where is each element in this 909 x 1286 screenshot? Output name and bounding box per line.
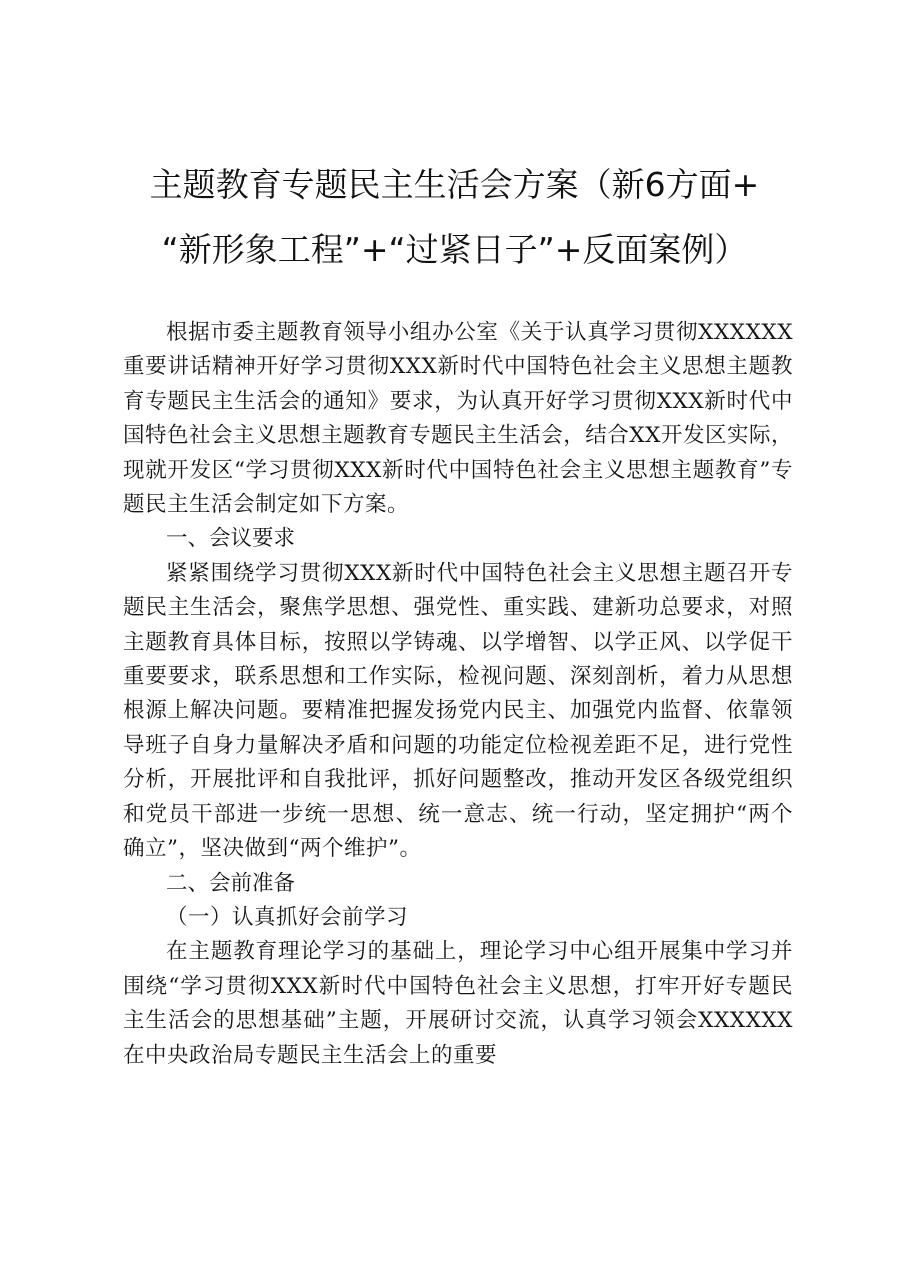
section-heading-meeting-requirements: 一、会议要求 bbox=[166, 526, 296, 552]
study-paragraph: 在主题教育理论学习的基础上，理论学习中心组开展集中学习并围绕“学习贯彻XXX新时代中国特色社会主义思想，打牢开好专题民主生活会的思想基础”主题，开展研讨交流，认真学习领会XXXXXX在中央政治局专题民主生活会上的重要 bbox=[123, 939, 793, 1068]
meeting-requirements-paragraph: 紧紧围绕学习贯彻XXX新时代中国特色社会主义思想主题召开专题民主生活会，聚焦学思想、强党性、重实践、建新功总要求，对照主题教育具体目标，按照以学铸魂、以学增智、以学正风、以学促干重要要求，联系思想和工作实际，检视问题、深刻剖析，着力从思想根源上解决问题。要精准把握发扬党内民主、加强党内监督、依靠领导班子自身力量解决矛盾和问题的功能定位检视差距不足，进行党性分析，开展批评和自我批评，抓好问题整改，推动开发区各级党组织和党员干部进一步统一思想、统一意志、统一行动，坚定拥护“两个确立”，坚决做到“两个维护”。 bbox=[123, 560, 793, 862]
document-title-line-1: 主题教育专题民主生活会方案（新6方面+ bbox=[149, 165, 760, 204]
intro-paragraph: 根据市委主题教育领导小组办公室《关于认真学习贯彻XXXXXX重要讲话精神开好学习贯彻XXX新时代中国特色社会主义思想主题教育专题民主生活会的通知》要求，为认真开好学习贯彻XXX新时代中国特色社会主义思想主题教育专题民主生活会，结合XX开发区实际，现就开发区“学习贯彻XXX新时代中国特色社会主义思想主题教育”专题民主生活会制定如下方案。 bbox=[123, 320, 793, 518]
document-body bbox=[123, 316, 793, 1073]
document-title-line-2: “新形象工程”+“过紧日子”+反面案例） bbox=[161, 230, 748, 269]
subsection-heading-study: （一）认真抓好会前学习 bbox=[166, 904, 409, 930]
section-heading-preparation: 二、会前准备 bbox=[166, 870, 296, 896]
